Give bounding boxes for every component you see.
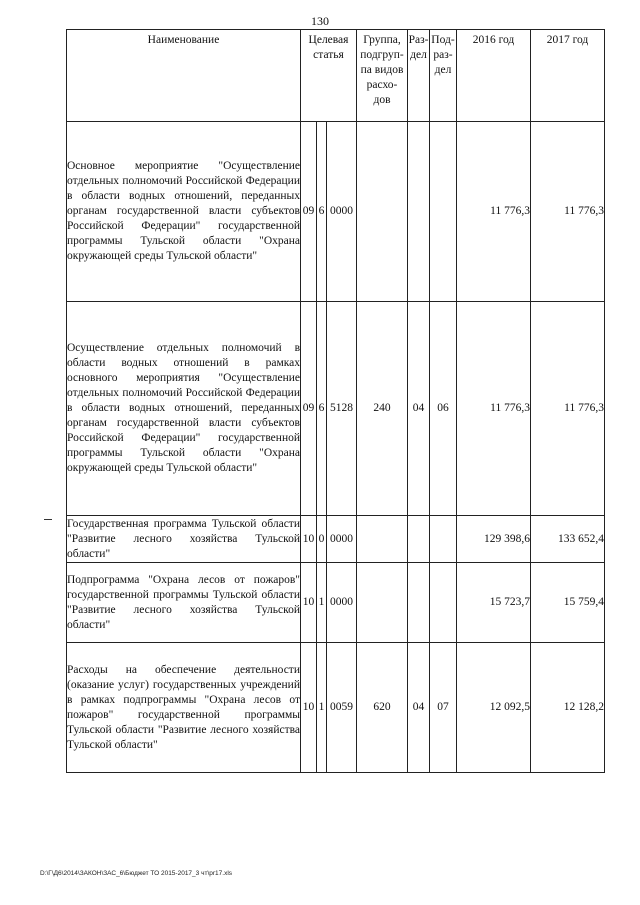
row-code-program: 09 [301, 302, 317, 516]
row-code-subprogram: 0 [317, 516, 327, 563]
header-year-2016: 2016 год [457, 30, 531, 122]
row-code-program: 09 [301, 122, 317, 302]
header-expense-group: Группа, подгруп- па видов расхо- дов [357, 30, 408, 122]
row-amount-2016: 12 092,5 [457, 643, 531, 773]
header-row [67, 30, 605, 122]
row-section: 04 [408, 643, 430, 773]
row-code-subprogram: 1 [317, 643, 327, 773]
row-subsection [430, 122, 457, 302]
row-amount-2017: 11 776,3 [531, 302, 605, 516]
row-expense-group [357, 563, 408, 643]
budget-table [66, 29, 605, 773]
row-amount-2016: 129 398,6 [457, 516, 531, 563]
row-code-direction: 5128 [327, 302, 357, 516]
row-name: Государственная программа Тульской области "Развитие лесного хозяйства Тульской области" [67, 516, 301, 563]
row-code-program: 10 [301, 516, 317, 563]
header-target-article: Целевая статья [301, 30, 357, 122]
table-row [67, 516, 605, 563]
row-name: Расходы на обеспечение деятельности (оказание услуг) государственных учреждений в рамках подпрограммы "Охрана лесов от пожаров" государственной программы Тульской области "Развитие лесного хозяйства Тульской области" [67, 643, 301, 773]
page-number: 130 [311, 14, 329, 28]
row-section [408, 563, 430, 643]
header-section: Раз- дел [408, 30, 430, 122]
row-subsection [430, 563, 457, 643]
row-name: Основное мероприятие "Осуществление отдельных полномочий Российской Федерации в области водных отношений, переданных органам государственной власти субъектов Российской Федерации" государственной программы Тульской области "Охрана окружающей среды Тульской области" [67, 122, 301, 302]
row-section: 04 [408, 302, 430, 516]
row-expense-group [357, 122, 408, 302]
row-expense-group: 620 [357, 643, 408, 773]
row-amount-2017: 133 652,4 [531, 516, 605, 563]
row-code-subprogram: 1 [317, 563, 327, 643]
row-name: Осуществление отдельных полномочий в области водных отношений в рамках основного мероприятия "Осуществление отдельных полномочий Российской Федерации в области водных отношений, переданных органам государственной власти субъектов Российской Федерации" государственной программы Тульской области "Охрана окружающей среды Тульской области" [67, 302, 301, 516]
row-section [408, 516, 430, 563]
row-subsection: 06 [430, 302, 457, 516]
row-code-subprogram: 6 [317, 122, 327, 302]
file-path-footer: D:\Г\Д6\2014\ЗАКОН\ЗАС_6\Бюджет ТО 2015-2017_3 чт\pr17.xls [40, 870, 233, 877]
row-amount-2017: 11 776,3 [531, 122, 605, 302]
row-code-direction: 0000 [327, 563, 357, 643]
table-row [67, 122, 605, 302]
row-amount-2017: 15 759,4 [531, 563, 605, 643]
header-subsection: Под- раз- дел [430, 30, 457, 122]
table-row [67, 643, 605, 773]
row-code-program: 10 [301, 563, 317, 643]
header-name: Наименование [67, 30, 301, 122]
row-code-direction: 0000 [327, 122, 357, 302]
row-amount-2016: 11 776,3 [457, 122, 531, 302]
row-name: Подпрограмма "Охрана лесов от пожаров" государственной программы Тульской области "Развитие лесного хозяйства Тульской области" [67, 563, 301, 643]
margin-tick-mark [44, 519, 52, 520]
row-expense-group [357, 516, 408, 563]
row-amount-2016: 15 723,7 [457, 563, 531, 643]
row-subsection [430, 516, 457, 563]
row-code-subprogram: 6 [317, 302, 327, 516]
header-year-2017: 2017 год [531, 30, 605, 122]
row-expense-group: 240 [357, 302, 408, 516]
row-amount-2017: 12 128,2 [531, 643, 605, 773]
row-amount-2016: 11 776,3 [457, 302, 531, 516]
row-subsection: 07 [430, 643, 457, 773]
row-code-direction: 0059 [327, 643, 357, 773]
table-row [67, 302, 605, 516]
table-row [67, 563, 605, 643]
row-code-program: 10 [301, 643, 317, 773]
row-section [408, 122, 430, 302]
row-code-direction: 0000 [327, 516, 357, 563]
